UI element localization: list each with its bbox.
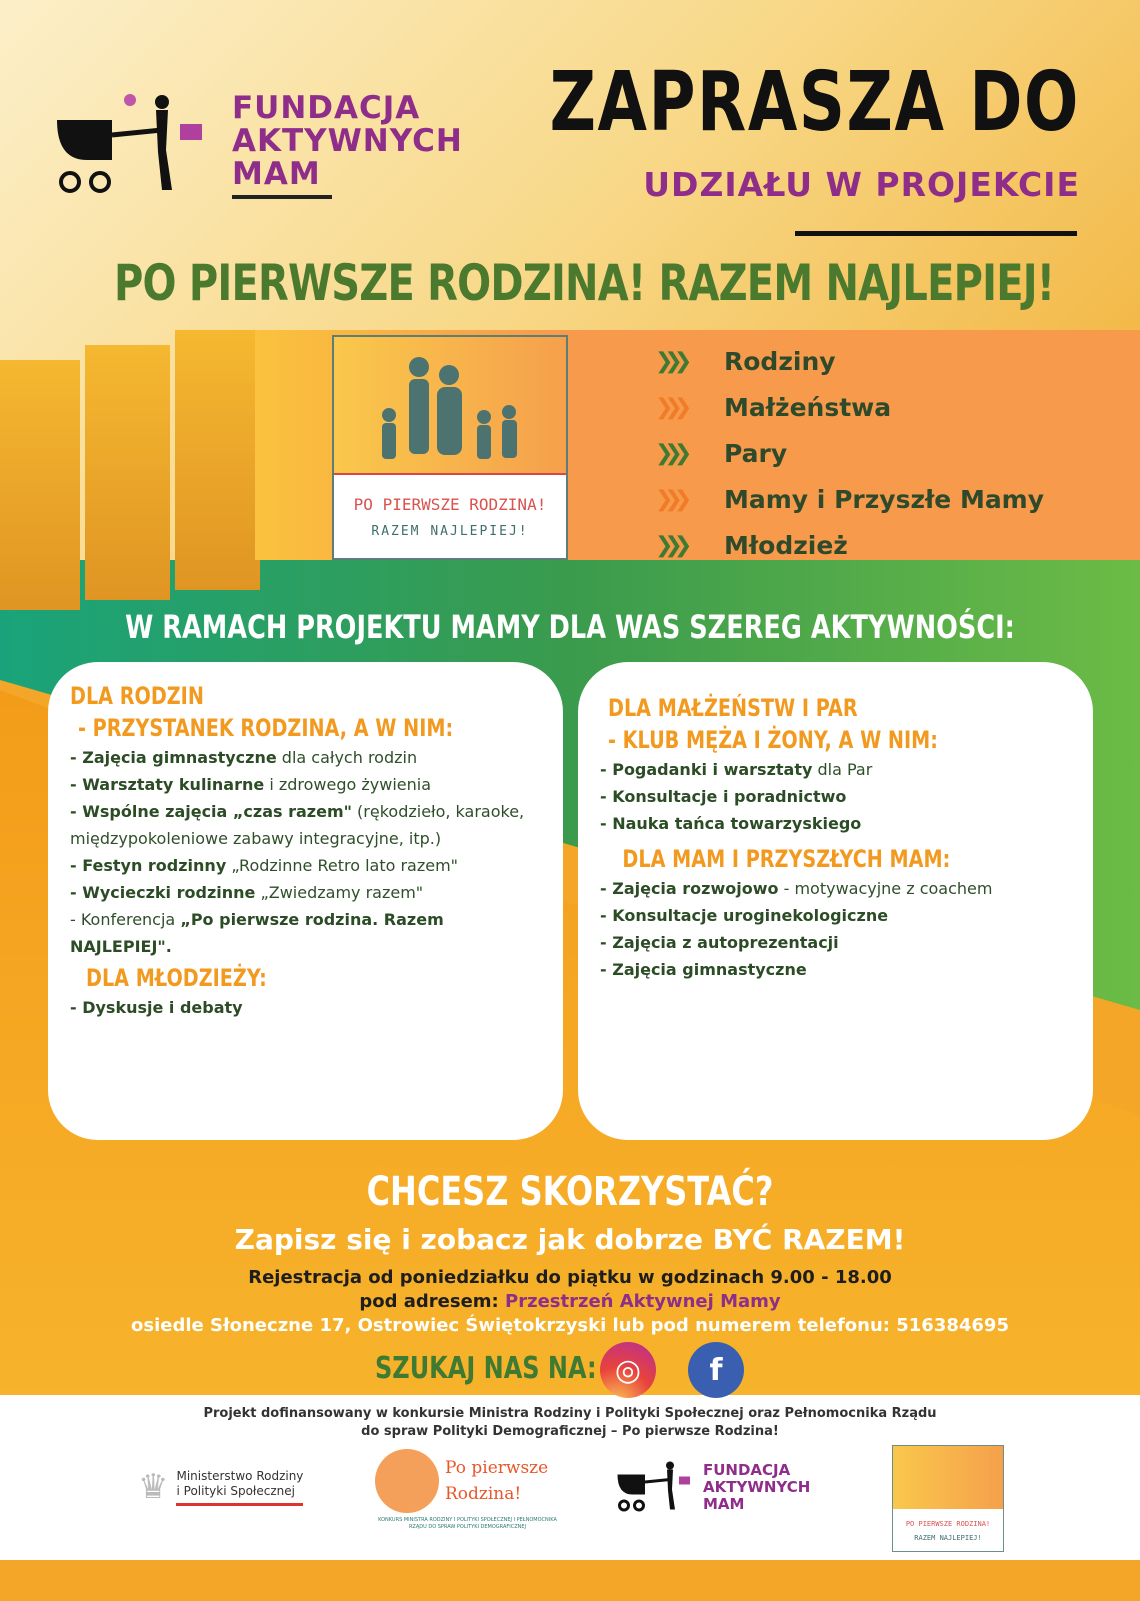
invite-subheading: UDZIAŁU W PROJEKCIE (643, 165, 1080, 204)
project-title: PO PIERWSZE RODZINA! RAZEM NAJLEPIEJ! (114, 254, 1055, 312)
project-logo (332, 335, 568, 560)
activity-item: - Konsultacje uroginekologiczne (600, 906, 889, 925)
project-logo-line1: PO PIERWSZE RODZINA! (353, 494, 547, 514)
registration-address: pod adresem: Przestrzeń Aktywnej Mamy (359, 1291, 781, 1312)
org-logo (52, 90, 463, 200)
chevrons-icon: ❯❯❯ (655, 486, 684, 512)
card-heading: DLA RODZIN (70, 682, 204, 710)
ministry-logo: ♛ Ministerstwo Rodziny i Polityki Społecznej (138, 1467, 304, 1507)
activity-item: - Zajęcia rozwojowo - motywacyjne z coachem (600, 879, 993, 898)
family-circle-icon (375, 1449, 439, 1513)
card-heading: DLA MŁODZIEŻY: (86, 964, 267, 992)
project-logo-line2: RAZEM NAJLEPIEJ! (371, 523, 529, 539)
target-item (655, 476, 1044, 522)
footer (0, 1395, 1140, 1560)
target-item (655, 430, 1044, 476)
project-logo-small: PO PIERWSZE RODZINA! RAZEM NAJLEPIEJ! (892, 1445, 1004, 1552)
activity-item: - Dyskusje i debaty (70, 998, 243, 1017)
ribbon-flag (85, 345, 170, 600)
target-label: Pary (724, 438, 788, 468)
mother-stroller-icon (615, 1457, 695, 1517)
activity-item: - Zajęcia gimnastyczne dla całych rodzin (70, 748, 418, 767)
find-us-label: SZUKAJ NAS NA: (375, 1351, 597, 1386)
logo-underline (232, 195, 332, 199)
activity-item: - Konferencja „Po pierwsze rodzina. Razem NAJLEPIEJ". (70, 910, 444, 956)
activity-item: - Festyn rodzinny „Rodzinne Retro lato razem" (70, 856, 459, 875)
divider (795, 231, 1077, 236)
target-label: Mamy i Przyszłe Mamy (724, 484, 1045, 514)
place-name: Przestrzeń Aktywnej Mamy (505, 1291, 781, 1312)
chevrons-icon: ❯❯❯ (655, 440, 684, 466)
invite-heading: ZAPRASZA DO (549, 55, 1080, 150)
activity-item: - Zajęcia z autoprezentacji (600, 933, 839, 952)
card-heading: DLA MAŁŻEŃSTW I PAR (608, 694, 858, 722)
card-subheading: - KLUB MĘŻA I ŻONY, A W NIM: (608, 726, 938, 754)
chevrons-icon: ❯❯❯ (655, 532, 684, 558)
org-name-line: MAM (232, 155, 321, 192)
target-label: Młodzież (724, 530, 848, 560)
chevrons-icon: ❯❯❯ (655, 394, 684, 420)
activity-item: - Nauka tańca towarzyskiego (600, 814, 862, 833)
card-heading: DLA MAM I PRZYSZŁYCH MAM: (622, 845, 951, 873)
cta-slogan: Zapisz się i zobacz jak dobrze BYĆ RAZEM! (234, 1223, 906, 1256)
mother-stroller-icon (52, 90, 212, 200)
funding-note: Projekt dofinansowany w konkursie Ministra Rodziny i Polityki Społecznej oraz Pełnomocnika Rządu do spraw Polityki Demograficznej – Po pierwsze Rodzina! (203, 1406, 937, 1439)
org-name-line: AKTYWNYCH (232, 122, 463, 159)
activity-item: - Konsultacje i poradnictwo (600, 787, 847, 806)
target-item (655, 338, 1044, 384)
chevrons-icon: ❯❯❯ (655, 348, 684, 374)
ribbon-flag (0, 360, 80, 610)
target-label: Małżeństwa (724, 392, 892, 422)
activity-item: - Wycieczki rodzinne „Zwiedzamy razem" (70, 883, 424, 902)
eagle-emblem-icon: ♛ (138, 1467, 169, 1507)
cta-question: CHCESZ SKORZYSTAĆ? (366, 1169, 774, 1215)
target-groups-list (655, 338, 1044, 568)
registration-contact: osiedle Słoneczne 17, Ostrowiec Świętokrzyski lub pod numerem telefonu: 516384695 (131, 1315, 1009, 1336)
target-item (655, 522, 1044, 568)
family-icon (334, 337, 566, 472)
facebook-icon[interactable]: f (688, 1342, 744, 1398)
target-label: Rodziny (724, 346, 836, 376)
ribbon-flag (175, 330, 260, 590)
activity-item: - Warsztaty kulinarne i zdrowego żywienia (70, 775, 432, 794)
families-card (48, 662, 563, 1140)
org-name-line: FUNDACJA (232, 89, 421, 126)
org-logo-small: FUNDACJA AKTYWNYCH MAM (615, 1457, 810, 1517)
bottom-bar (0, 1560, 1140, 1601)
po-pierwsze-rodzina-logo: Po pierwsze Rodzina! KONKURS MINISTRA RODZINY I POLITYKI SPOŁECZNEJ I PEŁNOMOCNIKA RZĄDU DO SPRAW POLITYKI DEMOGRAFICZNEJ (375, 1449, 560, 1531)
target-item (655, 384, 1044, 430)
card-subheading: - PRZYSTANEK RODZINA, A W NIM: (78, 714, 454, 742)
instagram-icon[interactable]: ◎ (600, 1342, 656, 1398)
registration-hours: Rejestracja od poniedziałku do piątku w godzinach 9.00 - 18.00 (248, 1267, 892, 1288)
section-title: W RAMACH PROJEKTU MAMY DLA WAS SZEREG AKTYWNOŚCI: (125, 608, 1015, 646)
activity-item: - Wspólne zajęcia „czas razem" (rękodzieło, karaoke, międzypokoleniowe zabawy integracyjne, itp.) (70, 802, 525, 848)
couples-mothers-card (578, 662, 1093, 1140)
activity-item: - Pogadanki i warsztaty dla Par (600, 760, 873, 779)
activity-item: - Zajęcia gimnastyczne (600, 960, 807, 979)
